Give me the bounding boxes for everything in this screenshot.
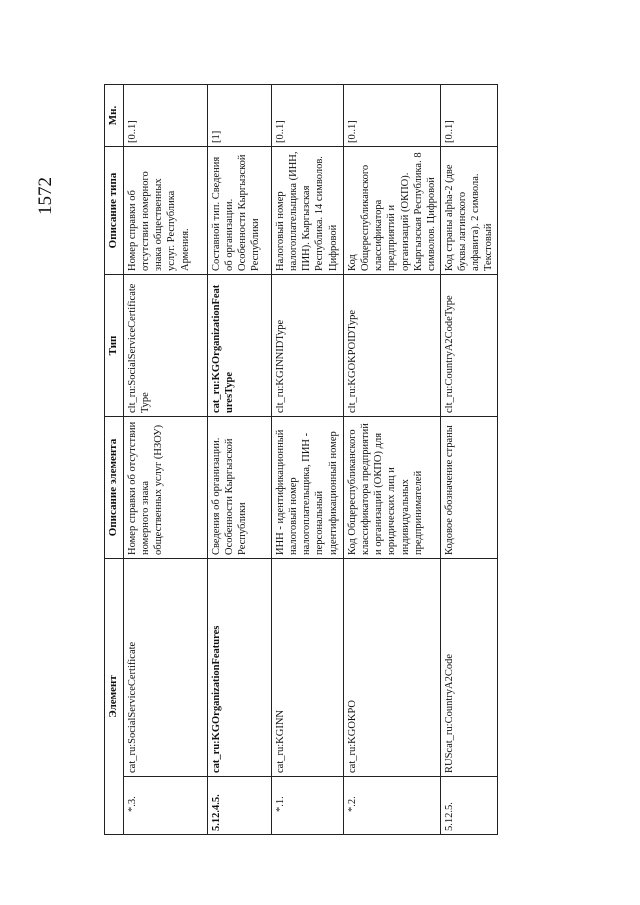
row-type: clt_ru:CountryA2CodeType bbox=[440, 275, 498, 417]
page-number: 1572 bbox=[35, 177, 56, 215]
table-row bbox=[344, 85, 441, 835]
header-element: Элемент bbox=[105, 559, 124, 835]
row-element-description: Сведения об организации. Особенности Кыргызской Республики bbox=[208, 417, 272, 559]
row-type: clt_ru:KGOKPOIDType bbox=[344, 275, 441, 417]
row-element-description: ИНН - идентификационный налоговый номер налогоплательщика, ПИН - персональный идентификационный номер bbox=[272, 417, 344, 559]
row-element: cat_ru:SocialServiceCertificate bbox=[124, 559, 208, 777]
row-type: clt_ru:KGINNIDType bbox=[272, 275, 344, 417]
table-row bbox=[208, 85, 272, 835]
table-row bbox=[272, 85, 344, 835]
header-type-description: Описание типа bbox=[105, 147, 124, 275]
row-element-description: Кодовое обозначение страны bbox=[440, 417, 498, 559]
row-element: RUScat_ru:CountryA2Code bbox=[440, 559, 498, 777]
table-row bbox=[124, 85, 208, 835]
row-number: *.2. bbox=[344, 777, 441, 835]
row-element-description: Номер справки об отсутствии номерного знака общественных услуг (НЗОУ) bbox=[124, 417, 208, 559]
header-multiplicity: Мн. bbox=[105, 85, 124, 147]
row-type-description: Номер справки об отсутствии номерного знака общественных услуг. Республика Армения. bbox=[124, 147, 208, 275]
rotated-table-container bbox=[104, 85, 534, 835]
row-element: cat_ru:KGOrganizationFeatures bbox=[208, 559, 272, 777]
row-type: clt_ru:SocialServiceCertificate Type bbox=[124, 275, 208, 417]
row-multiplicity: [0..1] bbox=[124, 85, 208, 147]
row-type: cat_ru:KGOrganizationFeat uresType bbox=[208, 275, 272, 417]
row-type-description: Код Общереспубликанского классификатора предприятий и организаций (ОКПО). Кыргызская Республика. 8 символов. Цифровой bbox=[344, 147, 441, 275]
row-element: cat_ru:KGOKPO bbox=[344, 559, 441, 777]
row-multiplicity: [0..1] bbox=[440, 85, 498, 147]
row-element: cat_ru:KGINN bbox=[272, 559, 344, 777]
row-multiplicity: [0..1] bbox=[344, 85, 441, 147]
row-type-description: Налоговый номер налогоплательщика (ИНН, ПИН). Кыргызская Республика. 14 символов. Цифровой bbox=[272, 147, 344, 275]
row-type-description: Код страны alpha-2 (две буквы латинского алфавита). 2 символа. Текстовый bbox=[440, 147, 498, 275]
row-number: *.1. bbox=[272, 777, 344, 835]
row-multiplicity: [1] bbox=[208, 85, 272, 147]
row-multiplicity: [0..1] bbox=[272, 85, 344, 147]
row-element-description: Код Общереспубликанского классификатора предприятий и организаций (ОКПО) для юридических лиц и индивидуальных предпринимателей bbox=[344, 417, 441, 559]
header-type: Тип bbox=[105, 275, 124, 417]
row-number: 5.12.4.5. bbox=[208, 777, 272, 835]
header-element-description: Описание элемента bbox=[105, 417, 124, 559]
data-table bbox=[104, 84, 498, 835]
table-row bbox=[440, 85, 498, 835]
row-type-description: Составной тип. Сведения об организации. Особенности Кыргызской Республики bbox=[208, 147, 272, 275]
table-header-row bbox=[105, 85, 124, 835]
row-number: *.3. bbox=[124, 777, 208, 835]
row-number: 5.12.5. bbox=[440, 777, 498, 835]
